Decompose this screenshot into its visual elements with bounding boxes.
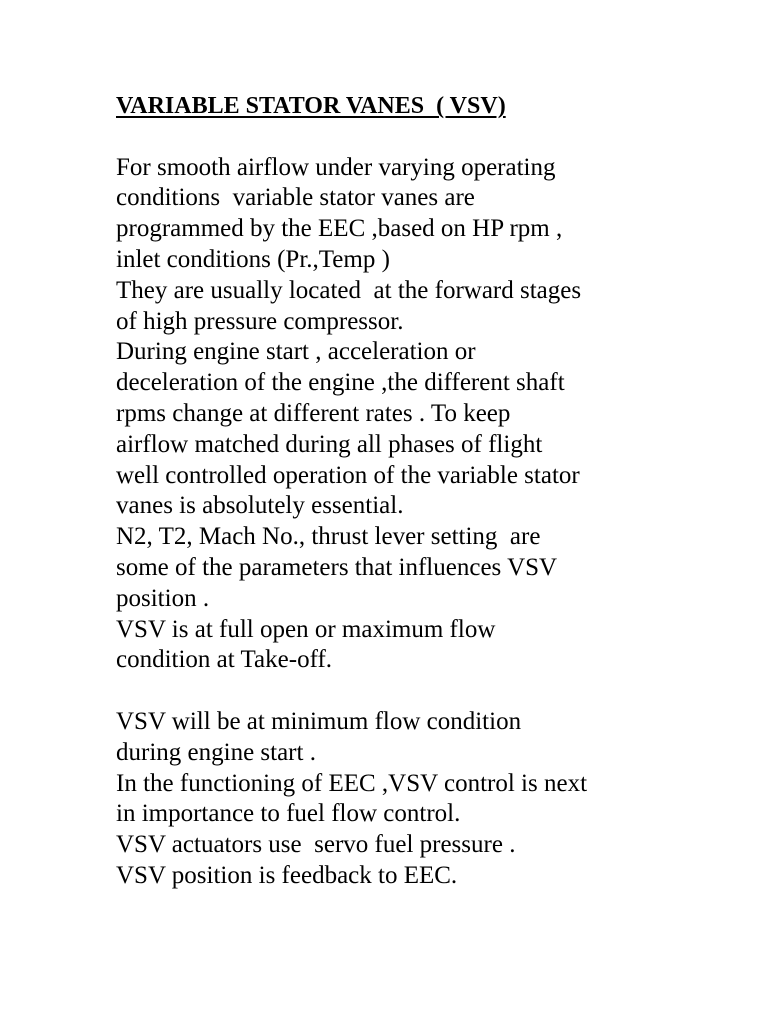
- text-line: conditions variable stator vanes are: [116, 184, 475, 212]
- text-line: programmed by the EEC ,based on HP rpm ,: [116, 215, 563, 243]
- text-line: some of the parameters that influences VSV: [116, 553, 558, 581]
- text-line: vanes is absolutely essential.: [116, 492, 404, 520]
- text-line: During engine start , acceleration or: [116, 338, 476, 366]
- text-line: well controlled operation of the variable stator: [116, 461, 580, 489]
- text-line: For smooth airflow under varying operating: [116, 153, 556, 181]
- text-line: In the functioning of EEC ,VSV control is next: [116, 769, 588, 797]
- blank-line: [116, 676, 736, 707]
- text-line: during engine start .: [116, 738, 316, 766]
- document-body: [116, 91, 736, 892]
- text-line: deceleration of the engine ,the different shaft: [116, 369, 565, 397]
- text-line: airflow matched during all phases of flight: [116, 430, 543, 458]
- text-line: VSV is at full open or maximum flow: [116, 615, 496, 643]
- text-line: inlet conditions (Pr.,Temp ): [116, 245, 390, 273]
- text-line: They are usually located at the forward stages: [116, 276, 582, 304]
- text-line: in importance to fuel flow control.: [116, 800, 461, 828]
- document-title: VARIABLE STATOR VANES ( VSV): [116, 93, 506, 119]
- text-line: VSV actuators use servo fuel pressure .: [116, 831, 516, 859]
- text-line: VSV will be at minimum flow condition: [116, 707, 522, 735]
- text-line: of high pressure compressor.: [116, 307, 404, 335]
- text-line: position .: [116, 584, 210, 612]
- text-line: rpms change at different rates . To keep: [116, 399, 511, 427]
- text-line: condition at Take-off.: [116, 646, 333, 674]
- blank-line: [116, 122, 736, 153]
- text-line: VSV position is feedback to EEC.: [116, 861, 458, 889]
- text-line: N2, T2, Mach No., thrust lever setting are: [116, 523, 541, 551]
